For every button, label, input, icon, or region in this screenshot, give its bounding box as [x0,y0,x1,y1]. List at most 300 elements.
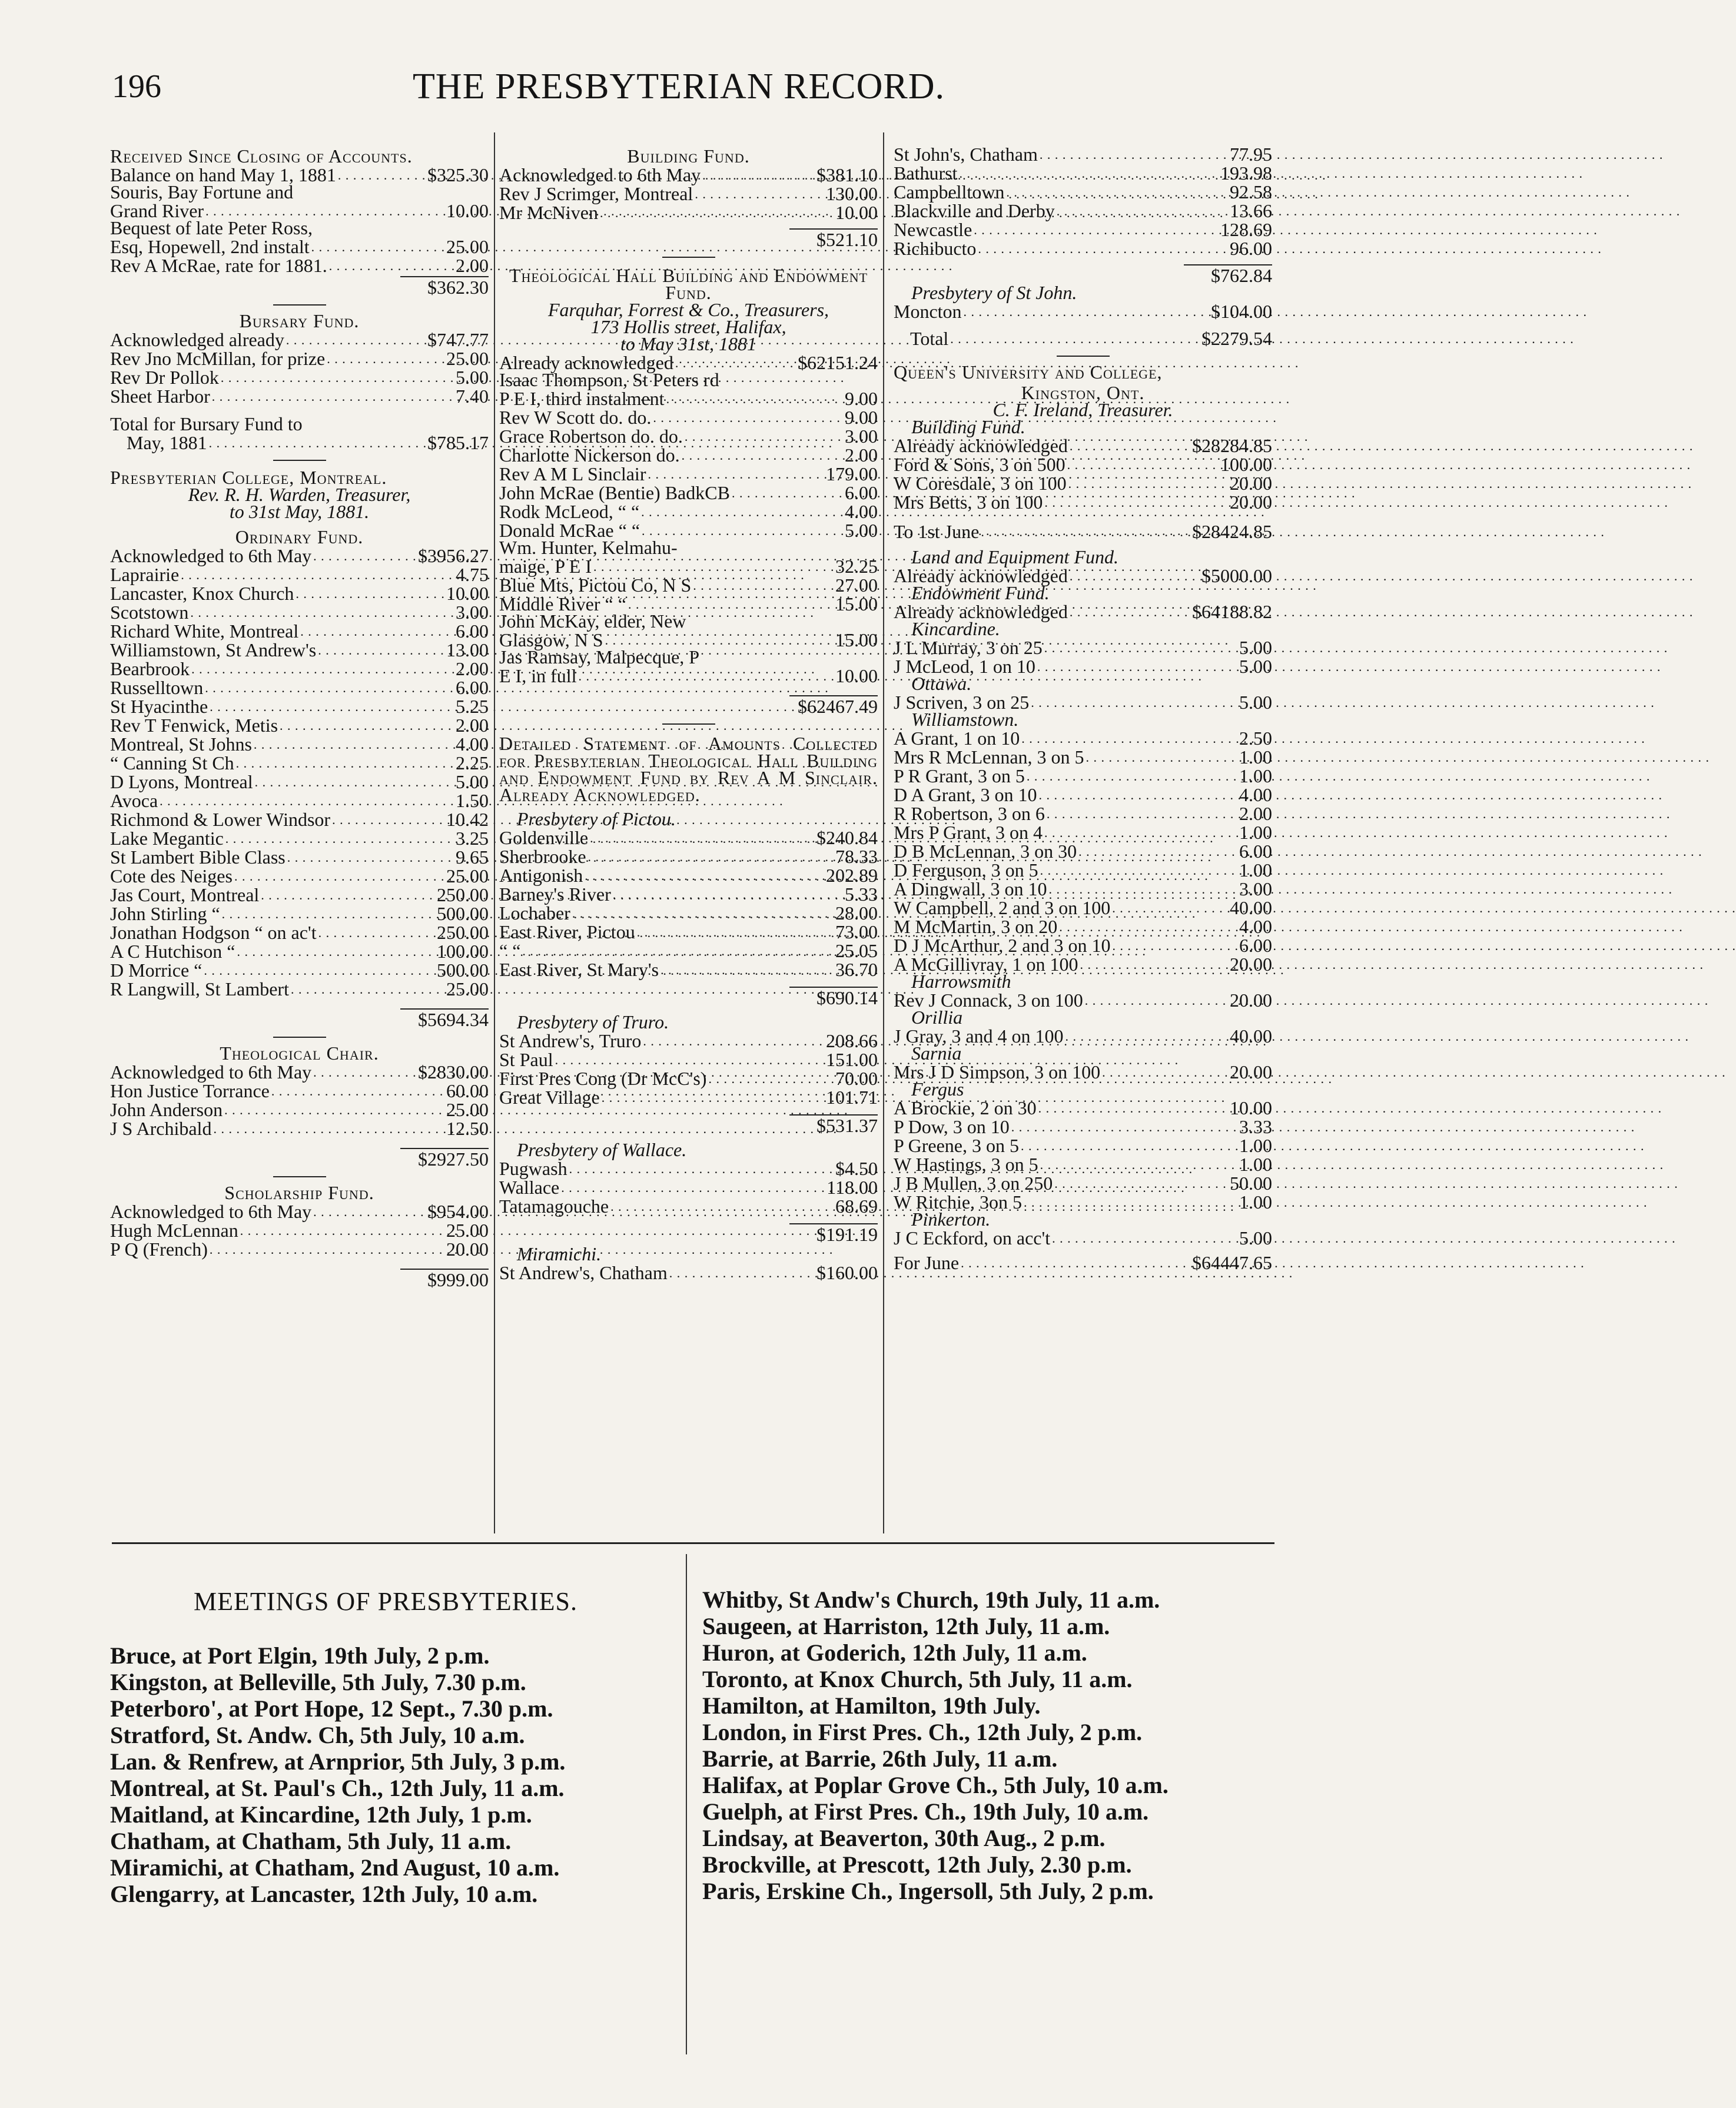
meeting-line: Hamilton, at Hamilton, 19th July. [702,1692,1041,1719]
entry-amount: $747.77 [427,329,489,350]
entry-amount: 128.69 [1220,219,1272,240]
entry-amount: 9.00 [845,388,878,409]
entry-label: maige, P E I [499,556,592,577]
entry-row [110,847,489,866]
entry-row [894,1228,1272,1247]
entry-row [110,1220,489,1239]
entry-label: Laprairie [110,564,180,585]
entry-row [110,583,489,602]
entry-row [894,238,1272,257]
entry-amount: 250.00 [437,884,489,905]
entry-amount: 13.66 [1230,200,1272,221]
entry-label: J Gray, 3 and 4 on 100 [894,1025,1064,1047]
entry-row [499,575,878,594]
entry-row [894,220,1272,238]
meeting-line: Montreal, at St. Paul's Ch., 12th July, 11 a.m. [110,1775,565,1801]
entry-amount: 9.65 [456,846,489,868]
entry-label: Souris, Bay Fortune and [110,181,294,202]
meeting-line: Bruce, at Port Elgin, 19th July, 2 p.m. [110,1642,490,1669]
entry-list [110,1201,489,1258]
entry-label: P R Grant, 3 on 5 [894,765,1025,786]
entry-list [499,828,878,978]
entry-label: Wallace [499,1177,560,1198]
entry-row [894,747,1272,766]
entry-label: Rev J Connack, 3 on 100 [894,990,1083,1011]
meeting-line: Brockville, at Prescott, 12th July, 2.30 p.m. [702,1851,1132,1878]
entry-label: Newcastle [894,219,972,240]
entry-label: J C Eckford, on acc't [894,1227,1051,1249]
entry-label: Blackville and Derby [894,200,1055,221]
entry-amount: 1.00 [1239,1154,1272,1175]
entry-label: John McRae (Bentie) BadkCB [499,482,730,503]
entry-label: John Anderson [110,1099,223,1120]
entry-row [110,960,489,979]
entry-label: Cote des Neiges [110,865,233,887]
meetings-column-rule [686,1554,687,2054]
entry-amount: 1.00 [1239,1191,1272,1213]
entry-amount: 2.00 [845,444,878,466]
entry-amount: 202.89 [826,865,878,886]
entry-amount: 12.50 [446,1118,489,1139]
entry-amount: 25.00 [446,1099,489,1120]
entry-row [894,785,1272,804]
entry-amount: 20.00 [446,1239,489,1260]
entry-label: Montreal, St Johns [110,733,252,755]
entry-amount: 68.69 [835,1196,878,1217]
entry-label: Bearbrook [110,658,190,679]
entry-label: Rev A M L Sinclair [499,463,646,484]
page-number: 196 [112,68,161,105]
entry-amount: 32.25 [835,556,878,577]
entry-row [894,935,1272,954]
section-total: $2927.50 [400,1148,489,1168]
entry-label: Jas Ramsay, Malpecque, P [499,646,700,668]
entry-row [499,1177,878,1196]
entry-row: Already acknowledged . . . $5000.00 [894,566,1272,585]
entry-row [894,766,1272,785]
entry-label: Mrs P Grant, 3 on 4 [894,822,1043,843]
entry-amount: 100.00 [1220,454,1272,475]
entry-row: For June . . . $64447.65 [894,1253,1272,1272]
entry-row [894,1173,1272,1192]
meeting-line: Chatham, at Chatham, 5th July, 11 a.m. [110,1828,512,1854]
entry-row [894,454,1272,473]
entry-label: D Lyons, Montreal [110,771,253,792]
entry-label: D Ferguson, 3 on 5 [894,859,1038,881]
section-total: $62467.49 [789,695,878,715]
entry-row [499,1050,878,1068]
entry-label: John Stirling “ [110,903,220,924]
entry-amount: 2.00 [1239,803,1272,824]
entry-row [499,371,878,389]
entry-list [110,546,489,998]
entry-amount: 3.00 [456,602,489,623]
section-title: Building Fund. [627,145,750,167]
entry-label: St John's, Chatham [894,144,1038,165]
group-title: Kincardine. [911,618,1000,639]
entry-label: Hugh McLennan [110,1220,238,1241]
entry-row [499,865,878,884]
entry-amount: 5.00 [1239,1227,1272,1249]
entry-row [499,1196,878,1215]
entry-amount: 10.00 [835,665,878,686]
entry-label: A Brockie, 2 on 30 [894,1097,1037,1118]
entry-row [499,941,878,960]
section-total: $690.14 [789,987,878,1007]
section-title: Bursary Fund. [239,310,360,331]
section-subtitle: Kingston, Ont. [1021,382,1145,403]
entry-row [499,610,878,632]
entry-row [110,772,489,791]
entry-list [499,1263,878,1282]
entry-label: “ “ [499,940,521,961]
section-title: Detailed Statement of Amounts Collected for Presbyterian Theological Hall Building and Endowment Fund by Rev A M Sinclair. Already Acknowledged. [499,733,878,805]
entry-label: J Scriven, 3 on 25 [894,692,1030,713]
entry-list [110,165,489,274]
entry-label: East River, Pictou [499,921,635,942]
entry-label: St Hyacinthe [110,696,208,717]
entry-row [110,753,489,772]
entry-amount: 179.00 [826,463,878,484]
meeting-line: Huron, at Goderich, 12th July, 11 a.m. [702,1639,1087,1666]
entry-label: Rodk McLeod, “ “ [499,501,640,522]
meeting-line: Maitland, at Kincardine, 12th July, 1 p.m. [110,1801,532,1828]
entry-row [110,904,489,922]
entry-row [110,1239,489,1258]
entry-label: Acknowledged to 6th May [110,1061,312,1083]
meeting-line: Barrie, at Barrie, 26th July, 11 a.m. [702,1745,1058,1772]
divider [662,723,715,725]
entry-row: To 1st June . . . $28424.85 [894,522,1272,540]
entry-label: W Coresdale, 3 on 100 [894,473,1067,494]
entry-amount: 1.50 [456,790,489,811]
section-total: $191.19 [789,1223,878,1243]
entry-label: Lancaster, Knox Church [110,583,294,604]
divider [273,1176,326,1177]
entry-amount: 3.25 [456,828,489,849]
entry-label: John McKay, elder, New [499,610,686,632]
entry-label: J S Archibald [110,1118,212,1139]
entry-amount: 2.25 [456,752,489,774]
entry-label: Wm. Hunter, Kelmahu- [499,537,678,558]
entry-row [110,621,489,640]
entry-amount: 10.42 [446,809,489,830]
entry-row [894,804,1272,822]
entry-row [894,182,1272,201]
entry-label: Already acknowledged [499,352,673,373]
entry-amount: 4.00 [1239,784,1272,805]
entry-label: W Ritchie, 3on 5 [894,1191,1023,1213]
entry-row [110,734,489,753]
entry-list [894,144,1272,257]
entry-row [894,144,1272,163]
entry-row [499,389,878,407]
entry-label: Charlotte Nickerson do. [499,444,680,466]
section-total: $5694.34 [400,1008,489,1028]
section-total: $999.00 [400,1269,489,1289]
entry-label: Rev J Scrimger, Montreal [499,183,693,204]
entry-label: St Andrew's, Truro [499,1030,642,1051]
entry-label: P Q (French) [110,1239,208,1260]
entry-amount: 28.00 [835,902,878,924]
group-title: Ottawa. [911,673,972,694]
divider [273,1037,326,1038]
entry-row [499,1158,878,1177]
entry-amount: 1.00 [1239,822,1272,843]
entry-amount: 96.00 [1230,238,1272,259]
entry-row [499,646,878,668]
entry-amount: 5.00 [1239,692,1272,713]
entry-label: East River, St Mary's [499,959,659,980]
entry-row [110,791,489,809]
entry-label: Richmond & Lower Windsor [110,809,331,830]
entry-row [110,1100,489,1118]
entry-amount: 92.58 [1230,181,1272,202]
entry-row: Already acknowledged . . . $64188.82 [894,602,1272,620]
entry-amount: 118.00 [826,1177,878,1198]
entry-label: A C Hutchison “ [110,941,235,962]
entry-row [894,638,1272,656]
entry-row [894,860,1272,879]
entry-row [110,386,489,405]
entry-amount: 73.00 [835,921,878,942]
entry-label: Antigonish [499,865,583,886]
group-title: Fergus [911,1078,964,1100]
meeting-line: Stratford, St. Andw. Ch, 5th July, 10 a.m. [110,1722,525,1748]
entry-list [110,1062,489,1137]
entry-label: J McLeod, 1 on 10 [894,656,1035,677]
column-rule [494,132,495,1533]
section-total: $521.10 [789,228,878,248]
entry-row [499,1087,878,1106]
section-rule [112,1542,1274,1544]
entry-amount: 10.00 [835,202,878,223]
entry-label: Hon Justice Torrance [110,1080,270,1101]
group-title: Sarnia [911,1043,962,1064]
presbytery-title: Presbytery of St John. [911,282,1077,303]
entry-list [499,1158,878,1215]
entry-label: Grace Robertson do. do. [499,426,683,447]
entry-amount: 1.00 [1239,859,1272,881]
fund-title: Building Fund. [911,416,1025,437]
entry-row [499,960,878,978]
entry-label: Grand River [110,200,204,221]
entry-label: J B Mullen, 3 on 250 [894,1173,1053,1194]
entry-row [894,201,1272,220]
entry-label: Bequest of late Peter Ross, [110,217,313,238]
entry-amount: 25.00 [446,236,489,257]
entry-amount: 151.00 [826,1049,878,1070]
total-row: May, 1881 . . . $785.17 [110,433,489,452]
entry-row [110,367,489,386]
entry-label: Rev A McRae, rate for 1881. [110,255,327,276]
entry-row [499,922,878,941]
entry-amount: $954.00 [427,1201,489,1222]
entry-row [499,202,878,221]
entry-amount: 40.00 [1230,897,1272,918]
entry-amount: 4.00 [845,501,878,522]
entry-label: J L Murray, 3 on 25 [894,637,1043,658]
entry-amount: 5.00 [1239,637,1272,658]
entry-amount: 4.00 [456,733,489,755]
entry-amount: 10.00 [446,583,489,604]
section-title: Presbyterian College, Montreal. [110,467,387,488]
column-2 [499,144,878,1282]
entry-amount: 500.00 [437,903,489,924]
section-title: Theological Chair. [220,1043,379,1064]
entry-amount: 10.00 [1230,1097,1272,1118]
section-total: $362.30 [400,276,489,296]
meeting-line: Paris, Erskine Ch., Ingersoll, 5th July, 2 p.m. [702,1878,1154,1904]
entry-label: Great Village [499,1087,600,1108]
entry-label: Scotstown [110,602,189,623]
meeting-line: Saugeen, at Harriston, 12th July, 11 a.m. [702,1613,1110,1639]
entry-amount: $381.10 [816,164,878,185]
entry-amount: 1.00 [1239,1135,1272,1156]
entry-amount: 130.00 [826,183,878,204]
meeting-line: Kingston, at Belleville, 5th July, 7.30 p.m. [110,1669,526,1695]
entry-amount: $325.30 [427,164,489,185]
entry-label: Lochaber [499,902,570,924]
entry-amount: 70.00 [835,1068,878,1089]
entry-row [110,828,489,847]
meeting-line: Glengarry, at Lancaster, 12th July, 10 a.m. [110,1881,538,1907]
entry-label: W Hastings, 3 on 5 [894,1154,1038,1175]
entry-amount: 4.75 [456,564,489,585]
entry-label: Glasgow, N S [499,629,603,650]
entry-label: Donald McRae “ “ [499,520,640,541]
meeting-line: London, in First Pres. Ch., 12th July, 2 p.m. [702,1719,1143,1745]
entry-amount: 36.70 [835,959,878,980]
entry-amount: $2830.00 [418,1061,489,1083]
entry-row [894,473,1272,492]
section-title: Theological Hall Building and Endowment Fund. [509,265,868,303]
divider [662,257,715,258]
entry-amount: 6.00 [845,482,878,503]
meeting-line: Guelph, at First Pres. Ch., 19th July, 10 a.m. [702,1798,1149,1825]
entry-label: St Andrew's, Chatham [499,1262,668,1283]
entry-amount: 193.98 [1220,162,1272,184]
group-title: Pinkerton. [911,1209,991,1230]
entry-amount: 15.00 [835,593,878,615]
entry-label: P E I, third instalment [499,388,665,409]
presbytery-title: Presbytery of Truro. [517,1011,669,1033]
entry-amount: 5.00 [456,771,489,792]
entry-label: Middle River “ “ [499,593,626,615]
meeting-line: Halifax, at Poplar Grove Ch., 5th July, 10 a.m. [702,1772,1169,1798]
entry-label: Avoca [110,790,158,811]
entry-label: Russelltown [110,677,204,698]
date-line: to 31st May, 1881. [229,501,370,522]
entry-list [499,353,878,685]
entry-row [110,696,489,715]
entry-row [110,715,489,734]
address-line: 173 Hollis street, Halifax, [590,316,786,337]
entry-label: Sherbrooke [499,846,586,867]
column-rule [883,132,884,1533]
entry-row [110,217,489,238]
date-line: to May 31st, 1881 [620,333,757,354]
entry-amount: 10.00 [446,200,489,221]
entry-label: D B McLennan, 3 on 30 [894,841,1077,862]
entry-label: Pugwash [499,1158,567,1179]
entry-label: P Greene, 3 on 5 [894,1135,1019,1156]
entry-row [894,1117,1272,1136]
entry-amount: 20.00 [1230,990,1272,1011]
entry-amount: 5.00 [456,367,489,388]
entry-label: Balance on hand May 1, 1881 [110,164,336,185]
entry-amount: 60.00 [446,1080,489,1101]
entry-amount: $62151.24 [798,352,878,373]
entry-label: Ford & Sons, 3 on 500 [894,454,1066,475]
entry-row [499,464,878,483]
entry-row [894,436,1272,454]
entry-row [499,1068,878,1087]
entry-row [110,885,489,904]
entry-amount: 2.00 [456,255,489,276]
entry-label: Rev W Scott do. do. [499,407,652,428]
entry-amount: 2.50 [1239,728,1272,749]
entry-label: Williamstown, St Andrew's [110,639,317,660]
entry-amount: 250.00 [437,922,489,943]
entry-list [499,1031,878,1106]
meeting-line: Lindsay, at Beaverton, 30th Aug., 2 p.m. [702,1825,1106,1851]
entry-amount: 13.00 [446,639,489,660]
entry-row [894,728,1272,747]
entry-amount: 15.00 [835,629,878,650]
entry-row [894,841,1272,860]
entry-row [894,898,1272,917]
entry-row [894,163,1272,182]
entry-row [110,602,489,621]
total-label: Total for Bursary Fund to [110,413,303,434]
entry-amount: $3956.27 [418,545,489,566]
entry-label: Acknowledged already [110,329,284,350]
entry-amount: 1.00 [1239,765,1272,786]
entry-row [110,809,489,828]
entry-amount: 5.00 [845,520,878,541]
entry-amount: 78.33 [835,846,878,867]
meetings-right [702,1586,1169,1904]
entry-amount: 20.00 [1230,492,1272,513]
entry-row [499,828,878,846]
entry-amount: 25.00 [446,865,489,887]
entry-amount: 20.00 [1230,1061,1272,1083]
treasurer-line: C. F. Ireland, Treasurer. [993,399,1173,420]
section-total: $762.84 [1184,264,1272,284]
meetings-left [110,1642,565,1907]
entry-row [110,866,489,885]
entry-row [110,659,489,678]
entry-amount: 500.00 [437,960,489,981]
entry-label: Blue Mts, Pictou Co, N S [499,575,692,596]
entry-row [894,1136,1272,1154]
fund-title: Land and Equipment Fund. [911,546,1118,567]
entry-list [894,436,1272,511]
entry-label: D J McArthur, 2 and 3 on 10 [894,935,1111,956]
entry-amount: 25.05 [835,940,878,961]
entry-row [894,822,1272,841]
entry-amount: 9.00 [845,407,878,428]
entry-amount: 6.00 [1239,841,1272,862]
entry-label: Barney's River [499,884,611,905]
entry-label: A Dingwall, 3 on 10 [894,878,1047,899]
column-1 [110,144,489,1289]
entry-row [499,884,878,903]
entry-amount: $160.00 [816,1262,878,1283]
entry-amount: 77.95 [1230,144,1272,165]
entry-row [894,1154,1272,1173]
